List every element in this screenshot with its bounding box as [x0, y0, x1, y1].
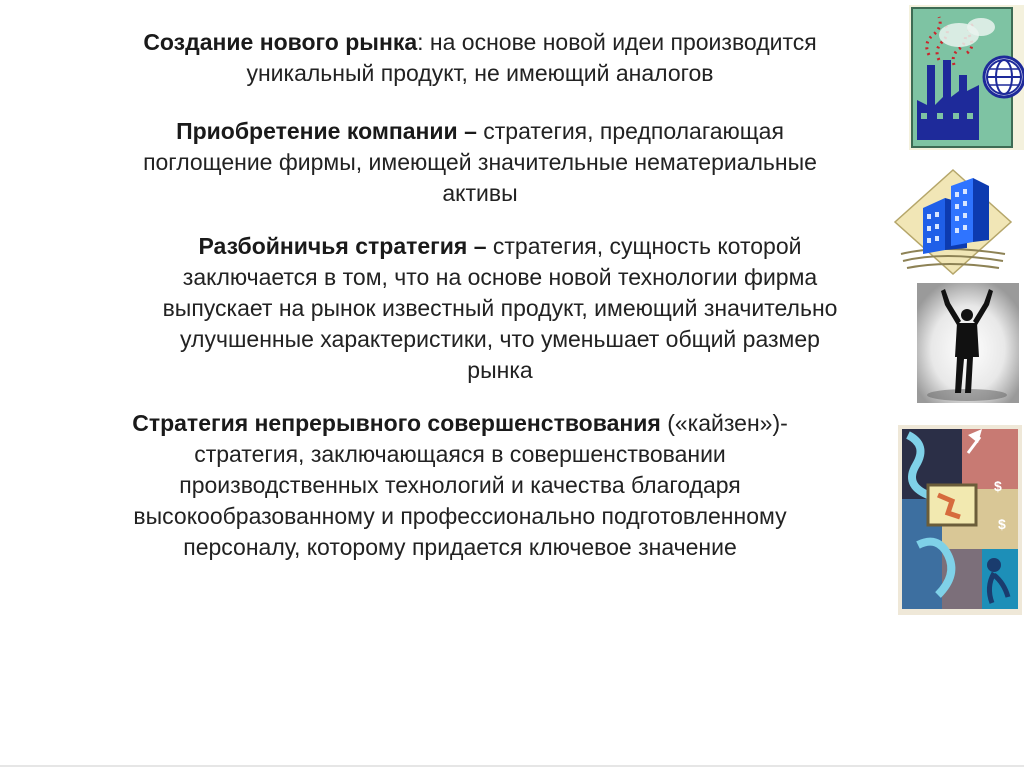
- svg-text:$: $: [998, 516, 1006, 532]
- text-line: высокообразованному и профессионально подготовленному: [133, 503, 787, 529]
- text-line: производственных технологий и качества благодаря: [179, 472, 741, 498]
- text-line: персоналу, которому придается ключевое значение: [183, 534, 737, 560]
- text-line: стратегия, заключающаяся в совершенствовании: [194, 441, 726, 467]
- svg-text:$: $: [994, 478, 1002, 494]
- strategy-acquisition: [40, 116, 920, 209]
- term-acquisition: Приобретение компании –: [176, 118, 477, 144]
- office-building-clipart-icon: [893, 168, 1013, 276]
- text-line: рынка: [467, 357, 533, 383]
- text-line: заключается в том, что на основе новой технологии фирма: [182, 264, 818, 290]
- term-predatory: Разбойничья стратегия –: [198, 233, 487, 259]
- text-line: уникальный продукт, не имеющий аналогов: [246, 60, 714, 86]
- text-line: выпускает на рынок известный продукт, имеющий значительно: [162, 295, 838, 321]
- factory-globe-clipart-icon: [909, 5, 1024, 150]
- text-line: («кайзен»)-: [660, 410, 788, 436]
- text-line: стратегия, сущность которой: [486, 233, 802, 259]
- term-kaizen: Стратегия непрерывного совершенствования: [132, 410, 661, 436]
- term-new-market: Создание нового рынка: [143, 29, 418, 55]
- strategy-predatory: [40, 231, 960, 386]
- strategy-kaizen: [20, 408, 900, 563]
- text-line: поглощение фирмы, имеющей значительные нематериальные: [143, 149, 817, 175]
- separator-new-market: :: [417, 29, 424, 55]
- raised-arms-silhouette-icon: [917, 283, 1019, 403]
- text-line: улучшенные характеристики, что уменьшает общий размер: [180, 326, 820, 352]
- business-collage-clipart-icon: [898, 425, 1022, 615]
- text-line: на основе новой идеи производится: [423, 29, 817, 55]
- text-line: активы: [442, 180, 518, 206]
- text-line: стратегия, предполагающая: [476, 118, 784, 144]
- strategy-new-market: [40, 27, 920, 89]
